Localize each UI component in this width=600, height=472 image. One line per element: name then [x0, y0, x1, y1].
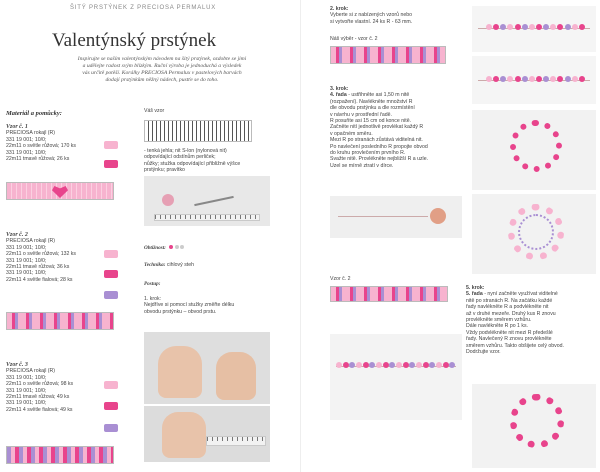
bead	[449, 362, 455, 368]
pattern-2-preview	[330, 286, 448, 302]
pattern-1-heart	[6, 182, 114, 200]
bead-strand-photo	[330, 334, 462, 420]
hand-photo-2	[144, 406, 270, 462]
bead	[522, 24, 528, 30]
bead	[543, 76, 549, 82]
variant-2: Vzor č. 2 PRECIOSA rokajl (R) 331 19 001; 10/0; 22m11 o světle růžová; 132 ks 331 19 001; 10/0; 22m11 tmavě růžová; 36 ks 331 19 001; 10/0; 22m11 4 světle fialová; 28 ks	[6, 232, 76, 283]
thread-spool-icon	[162, 194, 174, 206]
bead	[550, 24, 556, 30]
bead	[522, 76, 528, 82]
ring-icon	[510, 120, 562, 172]
swatch-dark-pink	[104, 270, 118, 278]
bead	[565, 24, 571, 30]
bead	[529, 24, 535, 30]
ruler-icon	[206, 436, 266, 446]
bead	[336, 362, 342, 368]
bead-row	[486, 76, 586, 84]
pattern-2	[6, 312, 114, 330]
ruler-icon	[154, 214, 260, 221]
bead	[349, 362, 355, 368]
difficulty-dot-icon	[169, 245, 173, 249]
page-header: ŠITÝ PRSTÝNEK Z PRECIOSA PERMALUX	[70, 5, 217, 11]
bead-row-photo-1	[472, 6, 596, 52]
bead	[536, 76, 542, 82]
materials-heading: Materiál a pomůcky:	[6, 110, 62, 117]
bead	[550, 76, 556, 82]
heart-icon	[52, 186, 68, 198]
bead	[572, 24, 578, 30]
bead	[423, 362, 429, 368]
bead-row-photo-2	[472, 56, 596, 104]
bead	[376, 362, 382, 368]
hand-icon	[158, 346, 202, 398]
step-1: 1. krok: Nejdříve si pomocí stužky změřte délku obvodu prstýnku – obvod prstu.	[144, 296, 235, 315]
bead	[369, 362, 375, 368]
bead	[429, 362, 435, 368]
hand-icon	[216, 352, 256, 400]
selected-pattern	[330, 46, 446, 64]
ring-photo-final	[472, 384, 596, 468]
bead	[396, 362, 402, 368]
ring-photo-1	[472, 110, 596, 190]
pattern-2-label: Vzor č. 2	[330, 276, 351, 282]
technique-row: Technika: cihlový steh	[144, 262, 194, 268]
ring-icon	[510, 394, 564, 448]
bead	[409, 362, 415, 368]
page-gutter	[300, 0, 301, 472]
bead	[507, 24, 513, 30]
beads-on-thread-photo	[330, 196, 462, 238]
swatch-dark-pink	[104, 160, 118, 168]
page-title: Valentýnský prstýnek	[52, 30, 217, 51]
bead	[486, 76, 492, 82]
bead	[529, 76, 535, 82]
swatch-lilac	[104, 424, 118, 432]
hand-icon	[162, 412, 206, 458]
swatch-light-pink	[104, 381, 118, 389]
bead	[579, 76, 585, 82]
procedure-label: Postup:	[144, 281, 161, 287]
bead	[500, 24, 506, 30]
bead	[557, 24, 563, 30]
bead	[443, 362, 449, 368]
bead	[343, 362, 349, 368]
difficulty-dot-icon	[175, 245, 179, 249]
bead	[543, 24, 549, 30]
difficulty-dot-icon	[180, 245, 184, 249]
bead	[557, 76, 563, 82]
swatch-dark-pink	[104, 402, 118, 410]
bead	[383, 362, 389, 368]
selection-label: Náš výběr - vzor č. 2	[330, 36, 378, 42]
hand-photo-1	[144, 332, 270, 404]
bead	[416, 362, 422, 368]
bead	[515, 76, 521, 82]
scissors-icon	[194, 196, 234, 206]
thread-spool-icon	[430, 208, 446, 224]
bead	[515, 24, 521, 30]
step-2: 2. krok: Vyberte si z nabízených vzorů nebo si vytvořte vlastní. 24 ks R - 63 mm.	[330, 6, 413, 25]
thread-line	[338, 216, 428, 217]
bead	[403, 362, 409, 368]
bead	[486, 24, 492, 30]
your-pattern-grid	[144, 120, 252, 142]
swatch-light-pink	[104, 250, 118, 258]
variant-3: Vzor č. 3 PRECIOSA rokajl (R) 331 19 001; 10/0; 22m11 o světle růžová; 98 ks 331 19 001; 10/0; 22m11 tmavě růžová; 49 ks 331 19 001; 10/0; 22m11 4 světle fialová; 49 ks	[6, 362, 74, 413]
swatch-light-pink	[104, 141, 118, 149]
variant-1: Vzor č. 1 PRECIOSA rokajl (R) 331 19 001; 10/0; 22m11 o světle růžová; 170 ks 331 19 001; 10/0; 22m11 tmavě růžová; 26 ks	[6, 124, 76, 163]
bead	[493, 24, 499, 30]
step-3: 3. krok: 4. řada - ustřihněte asi 1,50 m nitě (rozpažení). Navlékněte množství R dle obvodu prstýnku a dle rozmístění v návrhu v prostřední řadě. R posuňte asi 15 cm od konce nitě. Začněte nití jednotlivě provlékat každý R v opačném směru. Mezi R po stranách zůstává viditelná nit. Po navlečení posledního R propojte obvod do kruhu provlečením prvního R. Svažte nitě. Provlékněte nejbližší R a uzle. Uzel se mírně ztratí v dírce.	[330, 86, 429, 169]
swatch-lilac	[104, 291, 118, 299]
bead	[356, 362, 362, 368]
bead	[389, 362, 395, 368]
bead	[500, 76, 506, 82]
bead	[363, 362, 369, 368]
step-5: 5. krok: 5. řada - nyní začněte využívat viditelné nitě po stranách R. Na začátku každé řady navlékněte R a podvlékněte nit až v druhé mezeře. Druhý kus R znovu provlékněte směrem vzhůru. Dále navlékněte R po 1 ks. Vždy podvlékněte nit mezi R předešlé řady. Navlečený R znovu provlékněte směrem vzhůru. Takto obšijete celý obvod. Dodržujte vzor.	[466, 285, 564, 356]
bead	[493, 76, 499, 82]
tools-photo	[144, 176, 270, 226]
your-pattern-label: Váš vzor	[144, 108, 165, 114]
bead-row	[336, 362, 456, 370]
intro-text: Inspirujte se naším valentýnským návodem na šitý prstýnek, ozdobte se jimi a udělejte radost svým blízkým. Ruční výroba je jednoduchá a výsledek vás určitě potěší. Korálky PRECIOSA Permalux v pastelových barvách dodají prstýnkům něžný nádech, pustťe se do toho.	[77, 56, 247, 83]
difficulty-row: Obtížnost:	[144, 245, 184, 251]
ring-photo-2	[472, 194, 596, 274]
ring-icon	[508, 204, 564, 260]
bead	[436, 362, 442, 368]
bead	[507, 76, 513, 82]
bead	[572, 76, 578, 82]
bead-row	[486, 24, 586, 32]
tools-list: - tenká jehla; nit S-lon (nylonová nit) odpovídající odstínům perliček; nůžky; stužka odpovídající přibližně výšce prstýnku; pravítko	[144, 148, 241, 174]
bead	[579, 24, 585, 30]
bead	[536, 24, 542, 30]
bead	[565, 76, 571, 82]
pattern-3	[6, 446, 114, 464]
